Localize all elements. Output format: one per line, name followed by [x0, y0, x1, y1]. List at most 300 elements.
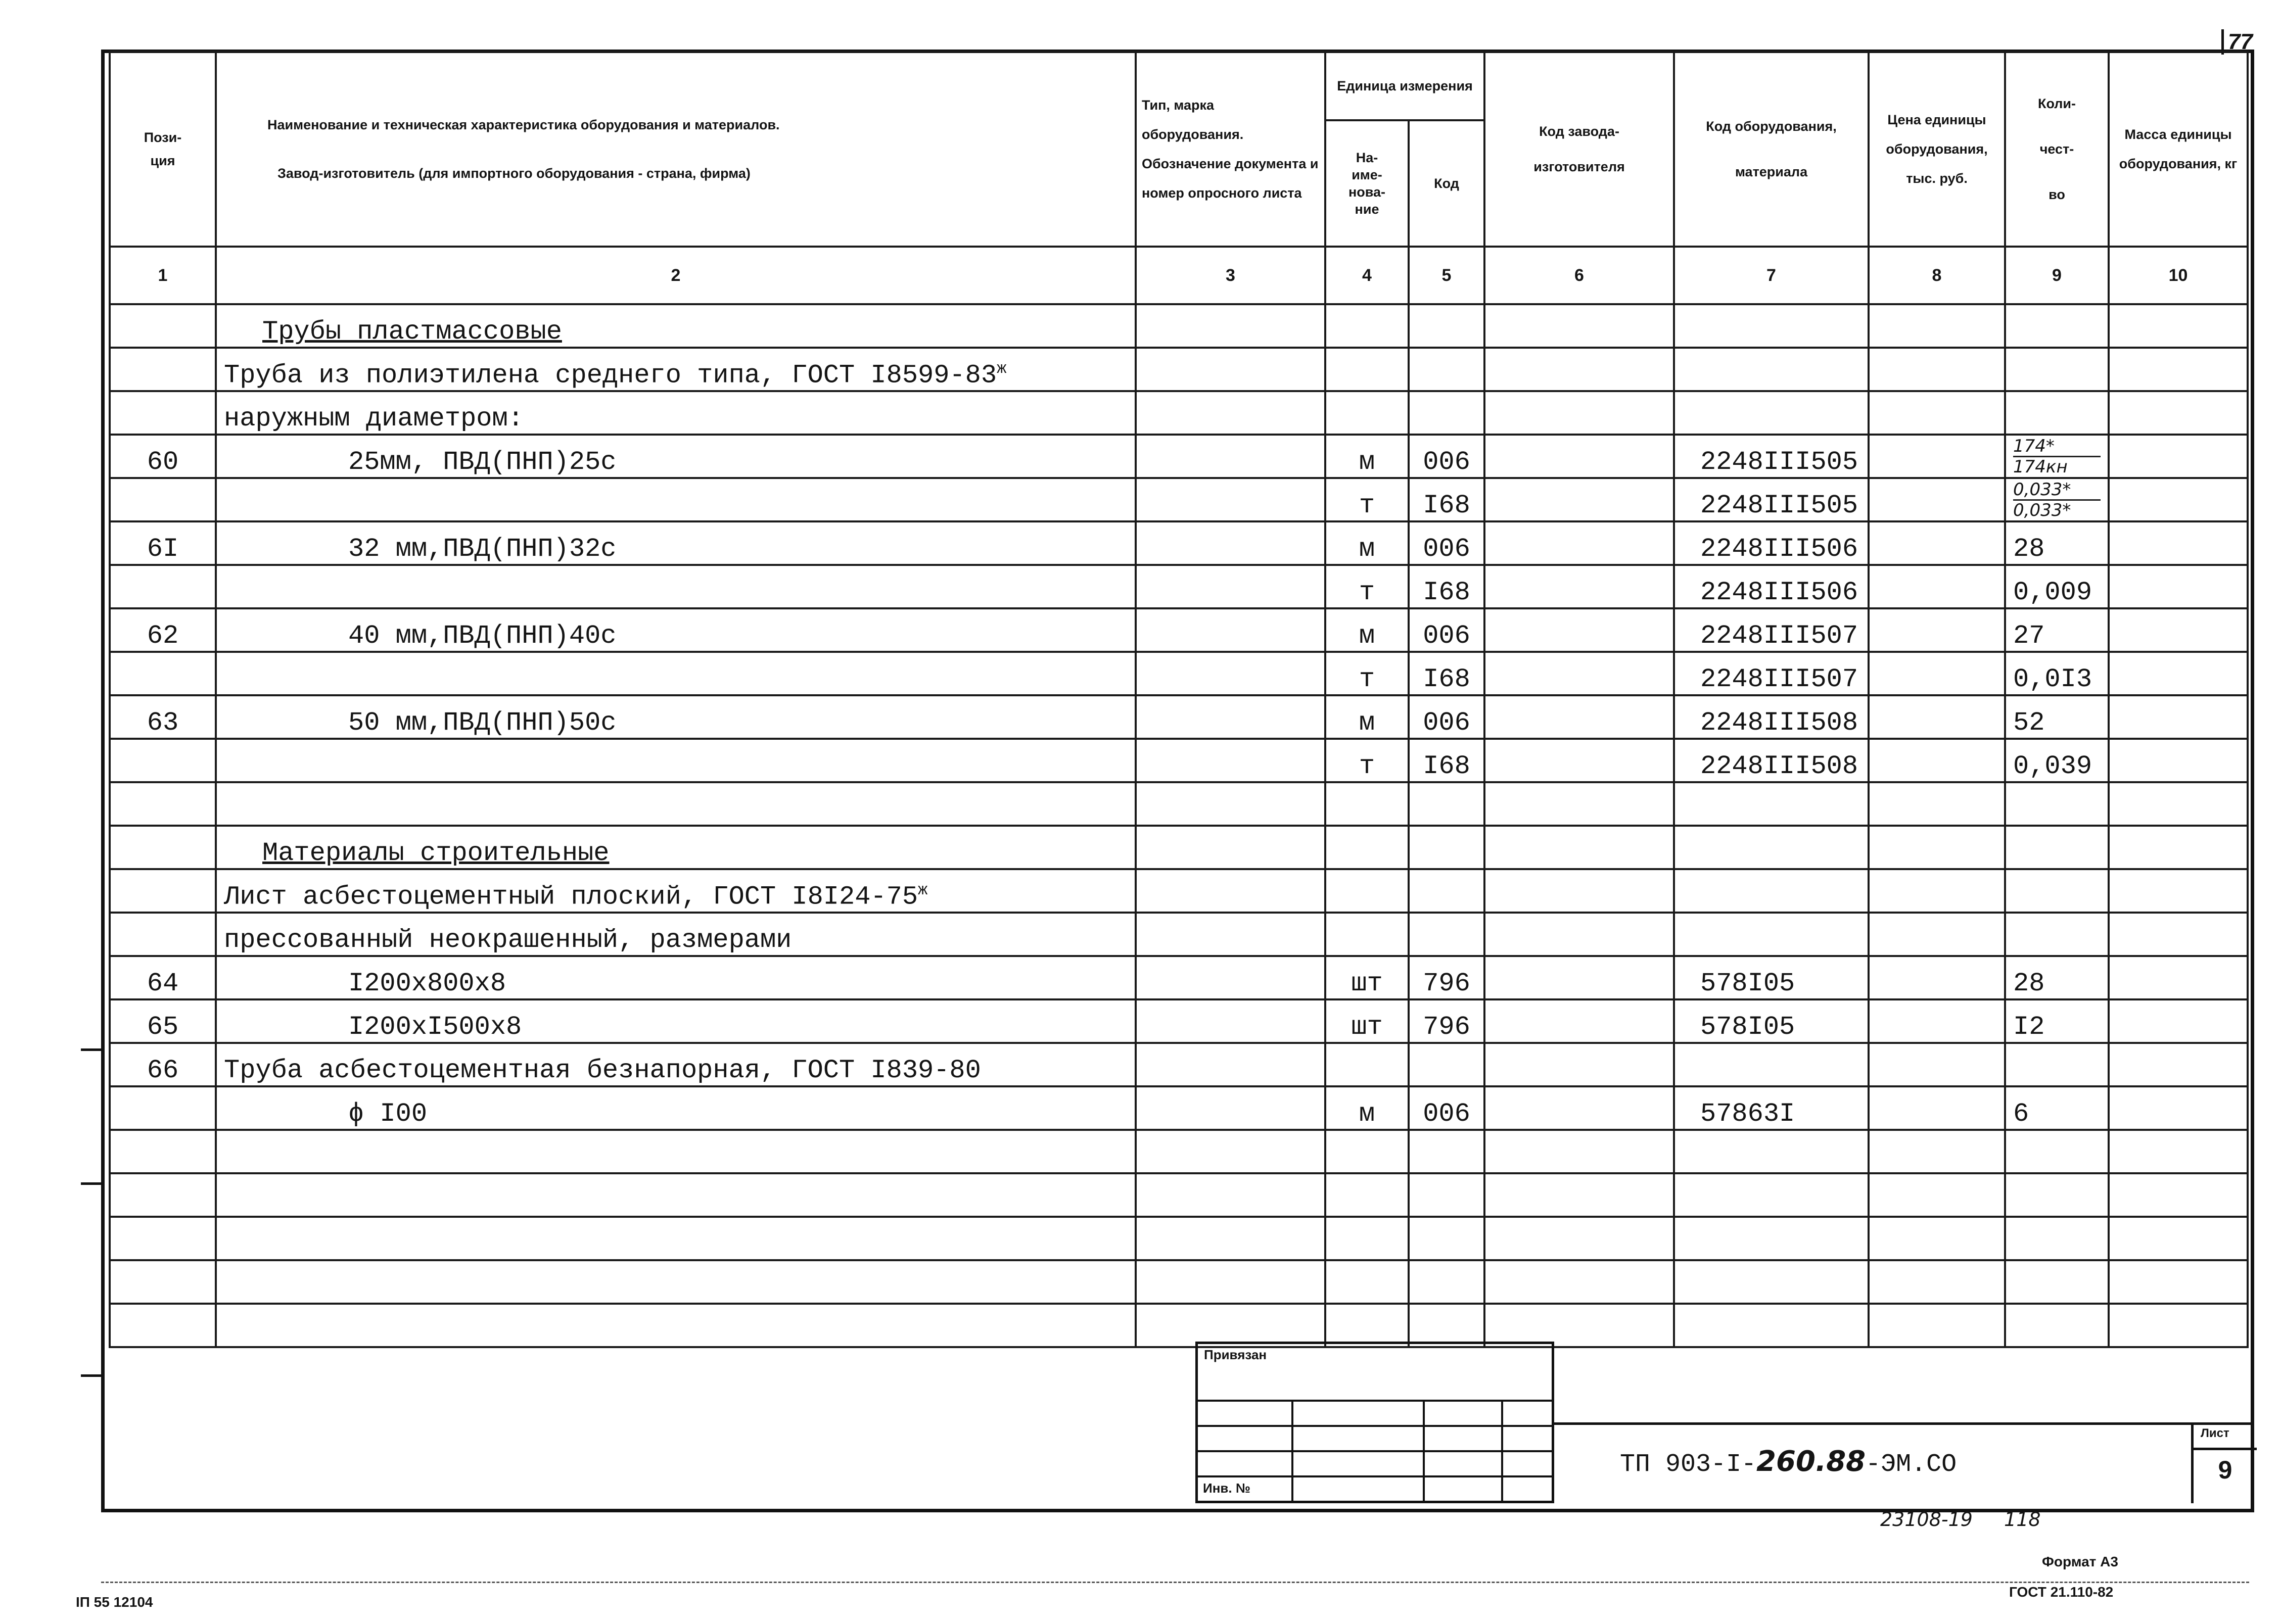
name-cell: [216, 478, 1136, 521]
equip-code-cell: [1674, 826, 1869, 869]
maker-code-cell: [1484, 391, 1674, 435]
price-cell: [1869, 391, 2005, 435]
maker-code-cell: [1484, 565, 1674, 608]
inventory-number-label: Инв. №: [1203, 1480, 1250, 1496]
type-cell: [1136, 999, 1325, 1043]
corner-sheet-number: 77: [2221, 29, 2253, 55]
maker-code-cell: [1484, 1086, 1674, 1130]
name-cell: [216, 1086, 1136, 1130]
qty-handwritten-2: 0,033*: [2013, 499, 2101, 520]
format-label: Формат А3: [2042, 1554, 2118, 1569]
position-cell: 65: [110, 999, 216, 1043]
table-row: [110, 1217, 2248, 1260]
unit-name-cell: т: [1325, 565, 1409, 608]
equip-code-cell: [1674, 1043, 1869, 1086]
equip-code-cell: [1674, 782, 1869, 826]
table-row: [110, 1086, 2248, 1130]
name-cell: [216, 999, 1136, 1043]
name-cell: [216, 913, 1136, 956]
qty-cell: [2005, 1260, 2109, 1304]
item-name: 25мм, ПВД(ПНП)25с: [348, 447, 617, 477]
position-cell: [110, 652, 216, 695]
item-name: Труба из полиэтилена среднего типа, ГОСТ I8599-83: [224, 360, 997, 390]
type-cell: [1136, 1260, 1325, 1304]
mass-cell: [2109, 869, 2248, 913]
sheet-number: 9: [2218, 1456, 2232, 1484]
unit-code-cell: I68: [1409, 652, 1484, 695]
qty-cell: I2: [2005, 999, 2109, 1043]
position-cell: [110, 1173, 216, 1217]
equip-code-cell: 2248III507: [1674, 608, 1869, 652]
unit-name-cell: м: [1325, 521, 1409, 565]
name-cell: [216, 348, 1136, 391]
type-cell: [1136, 913, 1325, 956]
unit-code-cell: [1409, 869, 1484, 913]
qty-cell: 27: [2005, 608, 2109, 652]
type-cell: [1136, 348, 1325, 391]
mass-cell: [2109, 565, 2248, 608]
type-cell: [1136, 826, 1325, 869]
table-row: [110, 739, 2248, 782]
price-cell: [1869, 1304, 2005, 1347]
type-cell: [1136, 869, 1325, 913]
equip-code-cell: 2248III507: [1674, 652, 1869, 695]
header-name: [216, 52, 1136, 247]
unit-name-cell: [1325, 782, 1409, 826]
position-cell: [110, 782, 216, 826]
price-cell: [1869, 956, 2005, 999]
qty-cell: 28: [2005, 956, 2109, 999]
position-cell: [110, 565, 216, 608]
mass-cell: [2109, 1130, 2248, 1173]
type-cell: [1136, 565, 1325, 608]
name-cell: [216, 782, 1136, 826]
column-number: 5: [1409, 247, 1484, 304]
table-row: [110, 913, 2248, 956]
table-row: [110, 1043, 2248, 1086]
unit-name-cell: [1325, 1260, 1409, 1304]
price-cell: [1869, 652, 2005, 695]
type-cell: [1136, 521, 1325, 565]
column-number: 4: [1325, 247, 1409, 304]
unit-code-cell: 006: [1409, 608, 1484, 652]
unit-code-cell: 006: [1409, 695, 1484, 739]
price-cell: [1869, 521, 2005, 565]
unit-name-cell: [1325, 1217, 1409, 1260]
bound-label: Привязан: [1204, 1347, 1267, 1362]
mass-cell: [2109, 478, 2248, 521]
item-name: Материалы строительные: [262, 838, 610, 868]
equip-code-cell: 2248III505: [1674, 435, 1869, 478]
equip-code-cell: 2248III508: [1674, 695, 1869, 739]
unit-code-cell: [1409, 391, 1484, 435]
table-row: [110, 565, 2248, 608]
table-row: [110, 782, 2248, 826]
equip-code-cell: [1674, 348, 1869, 391]
qty-cell: [2005, 913, 2109, 956]
unit-code-cell: [1409, 1304, 1484, 1347]
qty-cell: [2005, 391, 2109, 435]
price-cell: [1869, 608, 2005, 652]
unit-code-cell: 006: [1409, 435, 1484, 478]
qty-cell: 0,039: [2005, 739, 2109, 782]
maker-code-cell: [1484, 608, 1674, 652]
table-row: [110, 826, 2248, 869]
unit-name-cell: шт: [1325, 999, 1409, 1043]
equip-code-cell: [1674, 913, 1869, 956]
position-cell: 60: [110, 435, 216, 478]
unit-code-cell: 796: [1409, 956, 1484, 999]
maker-code-cell: [1484, 869, 1674, 913]
type-cell: [1136, 304, 1325, 348]
table-row: [110, 391, 2248, 435]
name-cell: [216, 869, 1136, 913]
maker-code-cell: [1484, 999, 1674, 1043]
unit-code-cell: [1409, 1260, 1484, 1304]
header-qty: Коли- чест- во: [2005, 52, 2109, 247]
qty-cell: [2005, 304, 2109, 348]
name-cell: [216, 1130, 1136, 1173]
price-cell: [1869, 565, 2005, 608]
column-number: 7: [1674, 247, 1869, 304]
price-cell: [1869, 826, 2005, 869]
unit-code-cell: [1409, 913, 1484, 956]
unit-name-cell: [1325, 869, 1409, 913]
table-row: [110, 1260, 2248, 1304]
unit-code-cell: 006: [1409, 521, 1484, 565]
maker-code-cell: [1484, 782, 1674, 826]
qty-cell: [2005, 1043, 2109, 1086]
gost-asterisk: ж: [918, 880, 928, 899]
mass-cell: [2109, 1217, 2248, 1260]
reference-number: 23108-19: [1880, 1508, 1973, 1531]
equip-code-cell: 2248III505: [1674, 478, 1869, 521]
maker-code-cell: [1484, 1130, 1674, 1173]
price-cell: [1869, 739, 2005, 782]
qty-cell: [2005, 348, 2109, 391]
price-cell: [1869, 1130, 2005, 1173]
name-cell: [216, 391, 1136, 435]
item-name: ϕ I00: [348, 1099, 428, 1129]
qty-cell: 28: [2005, 521, 2109, 565]
bottom-left-code: ІП 55 12104: [76, 1594, 153, 1610]
unit-name-cell: [1325, 913, 1409, 956]
mass-cell: [2109, 782, 2248, 826]
unit-name-cell: м: [1325, 695, 1409, 739]
type-cell: [1136, 739, 1325, 782]
name-cell: [216, 826, 1136, 869]
name-cell: [216, 1217, 1136, 1260]
table-row: [110, 956, 2248, 999]
type-cell: [1136, 391, 1325, 435]
column-number: 1: [110, 247, 216, 304]
qty-cell: [2005, 869, 2109, 913]
name-cell: [216, 1260, 1136, 1304]
mass-cell: [2109, 695, 2248, 739]
price-cell: [1869, 1043, 2005, 1086]
unit-name-cell: [1325, 826, 1409, 869]
unit-code-cell: I68: [1409, 565, 1484, 608]
column-number: 9: [2005, 247, 2109, 304]
mass-cell: [2109, 1086, 2248, 1130]
header-maker-code: Код завода-изготовителя: [1484, 52, 1674, 247]
mass-cell: [2109, 391, 2248, 435]
name-cell: [216, 1304, 1136, 1347]
price-cell: [1869, 1173, 2005, 1217]
equip-code-cell: 57863I: [1674, 1086, 1869, 1130]
unit-name-cell: т: [1325, 652, 1409, 695]
header-mass: Масса единицы оборудования, кг: [2109, 52, 2248, 247]
header-unit-name: На- име- нова- ние: [1325, 120, 1409, 247]
header-unit-group: Единица измерения: [1325, 52, 1484, 120]
name-cell: [216, 739, 1136, 782]
qty-cell: 0,0I3: [2005, 652, 2109, 695]
mass-cell: [2109, 435, 2248, 478]
unit-code-cell: I68: [1409, 739, 1484, 782]
type-cell: [1136, 1086, 1325, 1130]
unit-name-cell: [1325, 348, 1409, 391]
bottom-dashed-line: [101, 1582, 2249, 1583]
name-cell: [216, 521, 1136, 565]
price-cell: [1869, 869, 2005, 913]
doc-prefix: ТП 903-I-: [1620, 1450, 1757, 1479]
table-row: [110, 478, 2248, 521]
unit-name-cell: т: [1325, 739, 1409, 782]
price-cell: [1869, 348, 2005, 391]
maker-code-cell: [1484, 695, 1674, 739]
equip-code-cell: [1674, 391, 1869, 435]
maker-code-cell: [1484, 1173, 1674, 1217]
header-type: Тип, марка оборудования. Обозначение документа и номер опросного листа: [1136, 52, 1325, 247]
mass-cell: [2109, 1260, 2248, 1304]
position-cell: 62: [110, 608, 216, 652]
unit-name-cell: [1325, 1304, 1409, 1347]
unit-code-cell: [1409, 1173, 1484, 1217]
table-row: [110, 999, 2248, 1043]
type-cell: [1136, 956, 1325, 999]
position-cell: 6I: [110, 521, 216, 565]
qty-cell: [2005, 1173, 2109, 1217]
price-cell: [1869, 695, 2005, 739]
equip-code-cell: [1674, 304, 1869, 348]
equip-code-cell: [1674, 1130, 1869, 1173]
maker-code-cell: [1484, 304, 1674, 348]
unit-code-cell: 006: [1409, 1086, 1484, 1130]
sheet-number-cell: [2191, 1422, 2257, 1503]
type-cell: [1136, 1173, 1325, 1217]
doc-handwritten: 260.88: [1756, 1445, 1866, 1478]
equip-code-cell: [1674, 1217, 1869, 1260]
maker-code-cell: [1484, 1304, 1674, 1347]
margin-tick: [81, 1182, 104, 1185]
item-name: Лист асбестоцементный плоский, ГОСТ I8I24-75: [224, 882, 918, 912]
name-cell: [216, 652, 1136, 695]
table-row: [110, 695, 2248, 739]
mass-cell: [2109, 652, 2248, 695]
unit-name-cell: [1325, 304, 1409, 348]
table-row: [110, 1130, 2248, 1173]
title-block-line: [1554, 1422, 2254, 1425]
gost-asterisk: ж: [997, 359, 1007, 378]
qty-cell: 6: [2005, 1086, 2109, 1130]
maker-code-cell: [1484, 826, 1674, 869]
unit-name-cell: [1325, 1173, 1409, 1217]
maker-code-cell: [1484, 956, 1674, 999]
column-number: 2: [216, 247, 1136, 304]
position-cell: 64: [110, 956, 216, 999]
column-numbers-row: [110, 247, 2248, 304]
type-cell: [1136, 1304, 1325, 1347]
column-number: 6: [1484, 247, 1674, 304]
position-cell: [110, 1217, 216, 1260]
equip-code-cell: [1674, 1304, 1869, 1347]
unit-code-cell: I68: [1409, 478, 1484, 521]
position-cell: [110, 739, 216, 782]
type-cell: [1136, 1130, 1325, 1173]
unit-name-cell: м: [1325, 435, 1409, 478]
price-cell: [1869, 913, 2005, 956]
unit-code-cell: [1409, 1130, 1484, 1173]
position-cell: 66: [110, 1043, 216, 1086]
reference-number-2: 118: [2004, 1508, 2041, 1531]
name-cell: [216, 565, 1136, 608]
unit-name-cell: [1325, 391, 1409, 435]
name-cell: [216, 435, 1136, 478]
equip-code-cell: 578I05: [1674, 956, 1869, 999]
qty-handwritten-2: 174кн: [2013, 456, 2101, 476]
unit-code-cell: [1409, 304, 1484, 348]
maker-code-cell: [1484, 521, 1674, 565]
name-cell: [216, 304, 1136, 348]
header-name-line2: Завод-изготовитель (для импортного оборудования - страна, фирма): [277, 166, 751, 181]
maker-code-cell: [1484, 1217, 1674, 1260]
table-row: [110, 348, 2248, 391]
unit-name-cell: [1325, 1130, 1409, 1173]
column-number: 3: [1136, 247, 1325, 304]
mass-cell: [2109, 304, 2248, 348]
name-cell: [216, 1173, 1136, 1217]
margin-tick: [81, 1048, 104, 1051]
mass-cell: [2109, 608, 2248, 652]
price-cell: [1869, 435, 2005, 478]
unit-name-cell: м: [1325, 1086, 1409, 1130]
type-cell: [1136, 782, 1325, 826]
sheet-label: Лист: [2201, 1426, 2229, 1440]
binding-stamp: [1195, 1342, 1554, 1503]
maker-code-cell: [1484, 348, 1674, 391]
type-cell: [1136, 608, 1325, 652]
table-row: [110, 608, 2248, 652]
maker-code-cell: [1484, 478, 1674, 521]
qty-handwritten: 0,033*: [2013, 479, 2071, 500]
position-cell: [110, 304, 216, 348]
unit-code-cell: [1409, 1217, 1484, 1260]
mass-cell: [2109, 739, 2248, 782]
item-name: I200х800х8: [348, 969, 506, 998]
unit-code-cell: 796: [1409, 999, 1484, 1043]
type-cell: [1136, 695, 1325, 739]
equip-code-cell: [1674, 1173, 1869, 1217]
mass-cell: [2109, 826, 2248, 869]
item-name: наружным диаметром:: [224, 404, 524, 434]
mass-cell: [2109, 348, 2248, 391]
gost-label: ГОСТ 21.110-82: [2009, 1584, 2114, 1600]
equip-code-cell: [1674, 1260, 1869, 1304]
margin-tick: [81, 1374, 104, 1377]
position-cell: 63: [110, 695, 216, 739]
qty-handwritten: 174*: [2013, 436, 2055, 456]
equip-code-cell: 578I05: [1674, 999, 1869, 1043]
type-cell: [1136, 478, 1325, 521]
mass-cell: [2109, 1304, 2248, 1347]
qty-cell: [2005, 1217, 2109, 1260]
qty-cell: 0,009: [2005, 565, 2109, 608]
price-cell: [1869, 304, 2005, 348]
maker-code-cell: [1484, 739, 1674, 782]
qty-cell: [2005, 1304, 2109, 1347]
price-cell: [1869, 1217, 2005, 1260]
unit-name-cell: шт: [1325, 956, 1409, 999]
maker-code-cell: [1484, 913, 1674, 956]
type-cell: [1136, 652, 1325, 695]
position-cell: [110, 1260, 216, 1304]
header-unit-code: Код: [1409, 120, 1484, 247]
qty-cell: [2005, 782, 2109, 826]
price-cell: [1869, 999, 2005, 1043]
name-cell: [216, 695, 1136, 739]
position-cell: [110, 1086, 216, 1130]
unit-code-cell: [1409, 1043, 1484, 1086]
equip-code-cell: 2248III508: [1674, 739, 1869, 782]
type-cell: [1136, 1043, 1325, 1086]
equip-code-cell: [1674, 869, 1869, 913]
unit-code-cell: [1409, 348, 1484, 391]
header-price: Цена единицы оборудования, тыс. руб.: [1869, 52, 2005, 247]
item-name: Трубы пластмассовые: [262, 317, 562, 347]
qty-cell: [2005, 826, 2109, 869]
position-cell: [110, 348, 216, 391]
table-row: [110, 869, 2248, 913]
position-cell: [110, 826, 216, 869]
table-row: [110, 1173, 2248, 1217]
price-cell: [1869, 1086, 2005, 1130]
mass-cell: [2109, 913, 2248, 956]
mass-cell: [2109, 1173, 2248, 1217]
unit-name-cell: т: [1325, 478, 1409, 521]
unit-name-cell: [1325, 1043, 1409, 1086]
position-cell: [110, 1304, 216, 1347]
type-cell: [1136, 435, 1325, 478]
table-row: [110, 521, 2248, 565]
name-cell: [216, 1043, 1136, 1086]
qty-cell: [2005, 1130, 2109, 1173]
price-cell: [1869, 782, 2005, 826]
equip-code-cell: 2248III506: [1674, 521, 1869, 565]
item-name: прессованный неокрашенный, размерами: [224, 925, 792, 955]
header-name-line1: Наименование и техническая характеристика оборудования и материалов.: [267, 117, 780, 132]
table-row: [110, 1304, 2248, 1347]
table-row: [110, 435, 2248, 478]
table-row: [110, 652, 2248, 695]
table-row: [110, 304, 2248, 348]
unit-code-cell: [1409, 782, 1484, 826]
maker-code-cell: [1484, 435, 1674, 478]
price-cell: [1869, 1260, 2005, 1304]
mass-cell: [2109, 956, 2248, 999]
doc-suffix: -ЭМ.СО: [1866, 1450, 1957, 1479]
column-number: 8: [1869, 247, 2005, 304]
position-cell: [110, 869, 216, 913]
